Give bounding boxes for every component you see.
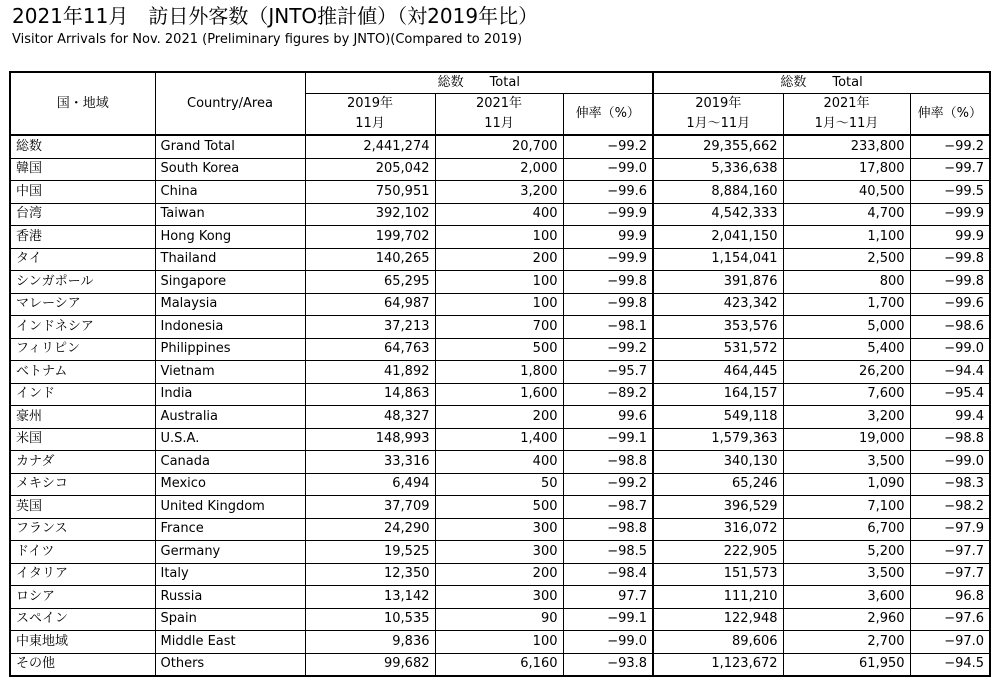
table-row xyxy=(10,451,990,474)
table-row xyxy=(10,653,990,676)
cell-2021-nov: 3,200 xyxy=(435,181,563,204)
cell-2021-ytd: 1,700 xyxy=(783,293,910,316)
cell-country-jp: タイ xyxy=(10,248,155,271)
cell-2021-ytd: 6,700 xyxy=(783,518,910,541)
cell-2021-ytd: 7,600 xyxy=(783,383,910,406)
cell-2019-ytd: 151,573 xyxy=(653,563,783,586)
cell-rate-ytd: −97.0 xyxy=(910,631,990,654)
cell-rate-nov: −99.0 xyxy=(563,158,653,181)
header-rate-ytd: 伸率（%） xyxy=(910,94,990,136)
cell-2019-ytd: 396,529 xyxy=(653,496,783,519)
cell-rate-ytd: −97.9 xyxy=(910,518,990,541)
table-row xyxy=(10,316,990,339)
cell-2021-nov: 400 xyxy=(435,451,563,474)
cell-2019-nov: 24,290 xyxy=(305,518,435,541)
cell-rate-ytd: −97.7 xyxy=(910,563,990,586)
cell-2019-ytd: 464,445 xyxy=(653,361,783,384)
table-row xyxy=(10,608,990,631)
cell-rate-nov: 99.6 xyxy=(563,406,653,429)
cell-2021-nov: 700 xyxy=(435,316,563,339)
cell-rate-ytd: −99.0 xyxy=(910,451,990,474)
cell-rate-nov: −99.2 xyxy=(563,473,653,496)
cell-country-en: Canada xyxy=(155,451,305,474)
cell-2019-nov: 64,987 xyxy=(305,293,435,316)
cell-rate-nov: −98.5 xyxy=(563,541,653,564)
cell-2021-nov: 6,160 xyxy=(435,653,563,676)
cell-country-jp: インド xyxy=(10,383,155,406)
cell-rate-nov: −98.7 xyxy=(563,496,653,519)
cell-2021-nov: 1,800 xyxy=(435,361,563,384)
cell-rate-nov: −99.9 xyxy=(563,203,653,226)
cell-country-en: Russia xyxy=(155,586,305,609)
cell-country-en: Italy xyxy=(155,563,305,586)
cell-2021-nov: 500 xyxy=(435,338,563,361)
cell-rate-ytd: −97.6 xyxy=(910,608,990,631)
cell-country-jp: スペイン xyxy=(10,608,155,631)
cell-2021-nov: 1,400 xyxy=(435,428,563,451)
cell-country-en: Others xyxy=(155,653,305,676)
cell-country-jp: マレーシア xyxy=(10,293,155,316)
cell-2019-nov: 199,702 xyxy=(305,226,435,249)
cell-2021-ytd: 17,800 xyxy=(783,158,910,181)
table-row xyxy=(10,158,990,181)
cell-country-en: China xyxy=(155,181,305,204)
cell-2021-ytd: 19,000 xyxy=(783,428,910,451)
cell-rate-nov: −99.0 xyxy=(563,631,653,654)
visitor-arrivals-table xyxy=(9,71,991,677)
cell-2019-ytd: 340,130 xyxy=(653,451,783,474)
header-group-ytd: 総数 Total xyxy=(653,72,990,94)
cell-2019-ytd: 549,118 xyxy=(653,406,783,429)
table-row xyxy=(10,563,990,586)
cell-country-jp: 中国 xyxy=(10,181,155,204)
cell-2019-ytd: 122,948 xyxy=(653,608,783,631)
cell-rate-nov: −98.8 xyxy=(563,451,653,474)
cell-rate-ytd: 99.9 xyxy=(910,226,990,249)
table-row xyxy=(10,406,990,429)
cell-2019-nov: 99,682 xyxy=(305,653,435,676)
cell-rate-ytd: −97.7 xyxy=(910,541,990,564)
cell-rate-ytd: −94.4 xyxy=(910,361,990,384)
cell-country-en: Malaysia xyxy=(155,293,305,316)
cell-rate-nov: −99.8 xyxy=(563,293,653,316)
cell-2021-ytd: 3,500 xyxy=(783,563,910,586)
cell-2021-ytd: 2,700 xyxy=(783,631,910,654)
cell-2021-nov: 100 xyxy=(435,226,563,249)
cell-2019-ytd: 164,157 xyxy=(653,383,783,406)
cell-2021-ytd: 5,000 xyxy=(783,316,910,339)
cell-2019-nov: 37,213 xyxy=(305,316,435,339)
table-row xyxy=(10,203,990,226)
cell-2021-ytd: 40,500 xyxy=(783,181,910,204)
header-2021-nov: 2021年 11月 xyxy=(435,94,563,136)
cell-2019-nov: 33,316 xyxy=(305,451,435,474)
cell-rate-ytd: −95.4 xyxy=(910,383,990,406)
cell-2019-nov: 140,265 xyxy=(305,248,435,271)
cell-2019-nov: 48,327 xyxy=(305,406,435,429)
cell-rate-ytd: −99.9 xyxy=(910,203,990,226)
cell-country-en: France xyxy=(155,518,305,541)
cell-country-jp: フランス xyxy=(10,518,155,541)
cell-2019-nov: 205,042 xyxy=(305,158,435,181)
cell-country-jp: ドイツ xyxy=(10,541,155,564)
cell-2019-ytd: 29,355,662 xyxy=(653,135,783,158)
table-row xyxy=(10,226,990,249)
cell-country-en: Spain xyxy=(155,608,305,631)
table-row xyxy=(10,248,990,271)
cell-country-en: U.S.A. xyxy=(155,428,305,451)
cell-country-jp: その他 xyxy=(10,653,155,676)
cell-2021-ytd: 800 xyxy=(783,271,910,294)
cell-2019-ytd: 4,542,333 xyxy=(653,203,783,226)
cell-2021-ytd: 3,200 xyxy=(783,406,910,429)
cell-country-jp: 中東地域 xyxy=(10,631,155,654)
table-row xyxy=(10,586,990,609)
table-row xyxy=(10,383,990,406)
cell-country-en: Germany xyxy=(155,541,305,564)
cell-2021-nov: 2,000 xyxy=(435,158,563,181)
cell-country-en: Indonesia xyxy=(155,316,305,339)
cell-2019-ytd: 2,041,150 xyxy=(653,226,783,249)
cell-rate-ytd: −98.3 xyxy=(910,473,990,496)
cell-2019-nov: 9,836 xyxy=(305,631,435,654)
cell-2021-nov: 500 xyxy=(435,496,563,519)
cell-rate-ytd: −99.2 xyxy=(910,135,990,158)
cell-country-jp: 韓国 xyxy=(10,158,155,181)
cell-2021-nov: 100 xyxy=(435,631,563,654)
cell-country-jp: 米国 xyxy=(10,428,155,451)
cell-2019-ytd: 531,572 xyxy=(653,338,783,361)
cell-2021-ytd: 61,950 xyxy=(783,653,910,676)
cell-rate-nov: −98.8 xyxy=(563,518,653,541)
cell-rate-nov: 97.7 xyxy=(563,586,653,609)
cell-rate-nov: −89.2 xyxy=(563,383,653,406)
page-title: 2021年11月 訪日外客数（JNTO推計値）（対2019年比） xyxy=(12,4,539,28)
cell-country-en: India xyxy=(155,383,305,406)
table-row xyxy=(10,338,990,361)
cell-country-en: South Korea xyxy=(155,158,305,181)
cell-rate-nov: −99.2 xyxy=(563,338,653,361)
cell-rate-ytd: −99.8 xyxy=(910,271,990,294)
cell-rate-nov: −99.1 xyxy=(563,428,653,451)
cell-2021-nov: 90 xyxy=(435,608,563,631)
cell-2019-nov: 65,295 xyxy=(305,271,435,294)
cell-2019-ytd: 1,123,672 xyxy=(653,653,783,676)
cell-2019-ytd: 111,210 xyxy=(653,586,783,609)
cell-2019-nov: 13,142 xyxy=(305,586,435,609)
header-group-november: 総数 Total xyxy=(305,72,653,94)
table-row xyxy=(10,496,990,519)
cell-2021-nov: 200 xyxy=(435,406,563,429)
cell-2021-nov: 300 xyxy=(435,518,563,541)
cell-country-jp: 英国 xyxy=(10,496,155,519)
table-row xyxy=(10,631,990,654)
cell-2021-nov: 100 xyxy=(435,271,563,294)
cell-2021-nov: 50 xyxy=(435,473,563,496)
table-row xyxy=(10,271,990,294)
cell-2019-ytd: 353,576 xyxy=(653,316,783,339)
cell-2021-ytd: 3,500 xyxy=(783,451,910,474)
cell-2019-ytd: 391,876 xyxy=(653,271,783,294)
cell-2021-ytd: 1,100 xyxy=(783,226,910,249)
cell-2021-nov: 200 xyxy=(435,563,563,586)
cell-2021-ytd: 7,100 xyxy=(783,496,910,519)
table-row xyxy=(10,541,990,564)
cell-2019-ytd: 8,884,160 xyxy=(653,181,783,204)
cell-country-jp: シンガポール xyxy=(10,271,155,294)
cell-2019-nov: 6,494 xyxy=(305,473,435,496)
cell-2021-ytd: 2,500 xyxy=(783,248,910,271)
cell-2021-ytd: 1,090 xyxy=(783,473,910,496)
cell-2019-nov: 14,863 xyxy=(305,383,435,406)
cell-country-en: Middle East xyxy=(155,631,305,654)
cell-rate-nov: −95.7 xyxy=(563,361,653,384)
cell-country-en: Singapore xyxy=(155,271,305,294)
table-row xyxy=(10,181,990,204)
header-country-en: Country/Area xyxy=(155,72,305,135)
cell-rate-nov: −99.8 xyxy=(563,271,653,294)
cell-2021-nov: 20,700 xyxy=(435,135,563,158)
table-row xyxy=(10,361,990,384)
cell-2019-nov: 2,441,274 xyxy=(305,135,435,158)
header-country-jp: 国・地域 xyxy=(10,72,155,135)
header-2019-nov: 2019年 11月 xyxy=(305,94,435,136)
cell-country-en: Grand Total xyxy=(155,135,305,158)
cell-2021-ytd: 4,700 xyxy=(783,203,910,226)
cell-country-jp: 豪州 xyxy=(10,406,155,429)
cell-country-jp: インドネシア xyxy=(10,316,155,339)
table-row xyxy=(10,135,990,158)
cell-country-en: United Kingdom xyxy=(155,496,305,519)
cell-2021-ytd: 5,200 xyxy=(783,541,910,564)
cell-rate-nov: −99.2 xyxy=(563,135,653,158)
cell-2019-ytd: 65,246 xyxy=(653,473,783,496)
cell-rate-nov: −93.8 xyxy=(563,653,653,676)
cell-rate-ytd: −98.8 xyxy=(910,428,990,451)
cell-rate-ytd: −98.2 xyxy=(910,496,990,519)
cell-2019-nov: 37,709 xyxy=(305,496,435,519)
cell-2019-nov: 41,892 xyxy=(305,361,435,384)
cell-country-jp: メキシコ xyxy=(10,473,155,496)
cell-2019-ytd: 316,072 xyxy=(653,518,783,541)
cell-rate-nov: −99.6 xyxy=(563,181,653,204)
cell-2019-nov: 148,993 xyxy=(305,428,435,451)
cell-country-jp: 台湾 xyxy=(10,203,155,226)
cell-rate-nov: 99.9 xyxy=(563,226,653,249)
cell-rate-ytd: −99.7 xyxy=(910,158,990,181)
cell-2021-ytd: 26,200 xyxy=(783,361,910,384)
table-row xyxy=(10,293,990,316)
cell-rate-nov: −98.4 xyxy=(563,563,653,586)
cell-rate-ytd: 99.4 xyxy=(910,406,990,429)
cell-country-jp: カナダ xyxy=(10,451,155,474)
cell-rate-ytd: −99.0 xyxy=(910,338,990,361)
cell-2019-nov: 19,525 xyxy=(305,541,435,564)
cell-2019-nov: 750,951 xyxy=(305,181,435,204)
cell-2019-nov: 10,535 xyxy=(305,608,435,631)
cell-country-jp: ロシア xyxy=(10,586,155,609)
cell-rate-ytd: −94.5 xyxy=(910,653,990,676)
cell-country-jp: フィリピン xyxy=(10,338,155,361)
cell-country-en: Mexico xyxy=(155,473,305,496)
header-rate-nov: 伸率（%） xyxy=(563,94,653,136)
cell-2019-ytd: 423,342 xyxy=(653,293,783,316)
table-row xyxy=(10,473,990,496)
cell-2021-nov: 200 xyxy=(435,248,563,271)
cell-2021-ytd: 5,400 xyxy=(783,338,910,361)
cell-country-en: Philippines xyxy=(155,338,305,361)
cell-country-jp: イタリア xyxy=(10,563,155,586)
cell-rate-ytd: −99.5 xyxy=(910,181,990,204)
cell-2019-ytd: 89,606 xyxy=(653,631,783,654)
cell-2021-nov: 1,600 xyxy=(435,383,563,406)
table-row xyxy=(10,428,990,451)
cell-2021-ytd: 233,800 xyxy=(783,135,910,158)
cell-rate-ytd: −99.6 xyxy=(910,293,990,316)
header-2019-ytd: 2019年 1月～11月 xyxy=(653,94,783,136)
cell-2021-ytd: 3,600 xyxy=(783,586,910,609)
cell-2019-nov: 392,102 xyxy=(305,203,435,226)
cell-country-jp: 総数 xyxy=(10,135,155,158)
cell-rate-nov: −99.1 xyxy=(563,608,653,631)
cell-2019-ytd: 1,154,041 xyxy=(653,248,783,271)
cell-country-en: Thailand xyxy=(155,248,305,271)
cell-2021-nov: 100 xyxy=(435,293,563,316)
cell-2021-nov: 400 xyxy=(435,203,563,226)
cell-country-jp: 香港 xyxy=(10,226,155,249)
cell-country-jp: ベトナム xyxy=(10,361,155,384)
cell-rate-ytd: −98.6 xyxy=(910,316,990,339)
cell-2021-nov: 300 xyxy=(435,541,563,564)
cell-2019-ytd: 5,336,638 xyxy=(653,158,783,181)
cell-rate-ytd: −99.8 xyxy=(910,248,990,271)
cell-2021-ytd: 2,960 xyxy=(783,608,910,631)
cell-2019-ytd: 1,579,363 xyxy=(653,428,783,451)
cell-country-en: Vietnam xyxy=(155,361,305,384)
cell-rate-ytd: 96.8 xyxy=(910,586,990,609)
cell-rate-nov: −99.9 xyxy=(563,248,653,271)
cell-country-en: Australia xyxy=(155,406,305,429)
cell-rate-nov: −98.1 xyxy=(563,316,653,339)
page-subtitle: Visitor Arrivals for Nov. 2021 (Preliminary figures by JNTO)(Compared to 2019) xyxy=(12,32,523,47)
cell-2019-nov: 64,763 xyxy=(305,338,435,361)
cell-2019-ytd: 222,905 xyxy=(653,541,783,564)
cell-2021-nov: 300 xyxy=(435,586,563,609)
cell-country-en: Taiwan xyxy=(155,203,305,226)
header-2021-ytd: 2021年 1月～11月 xyxy=(783,94,910,136)
cell-country-en: Hong Kong xyxy=(155,226,305,249)
table-body xyxy=(10,135,990,676)
cell-2019-nov: 12,350 xyxy=(305,563,435,586)
table-row xyxy=(10,518,990,541)
